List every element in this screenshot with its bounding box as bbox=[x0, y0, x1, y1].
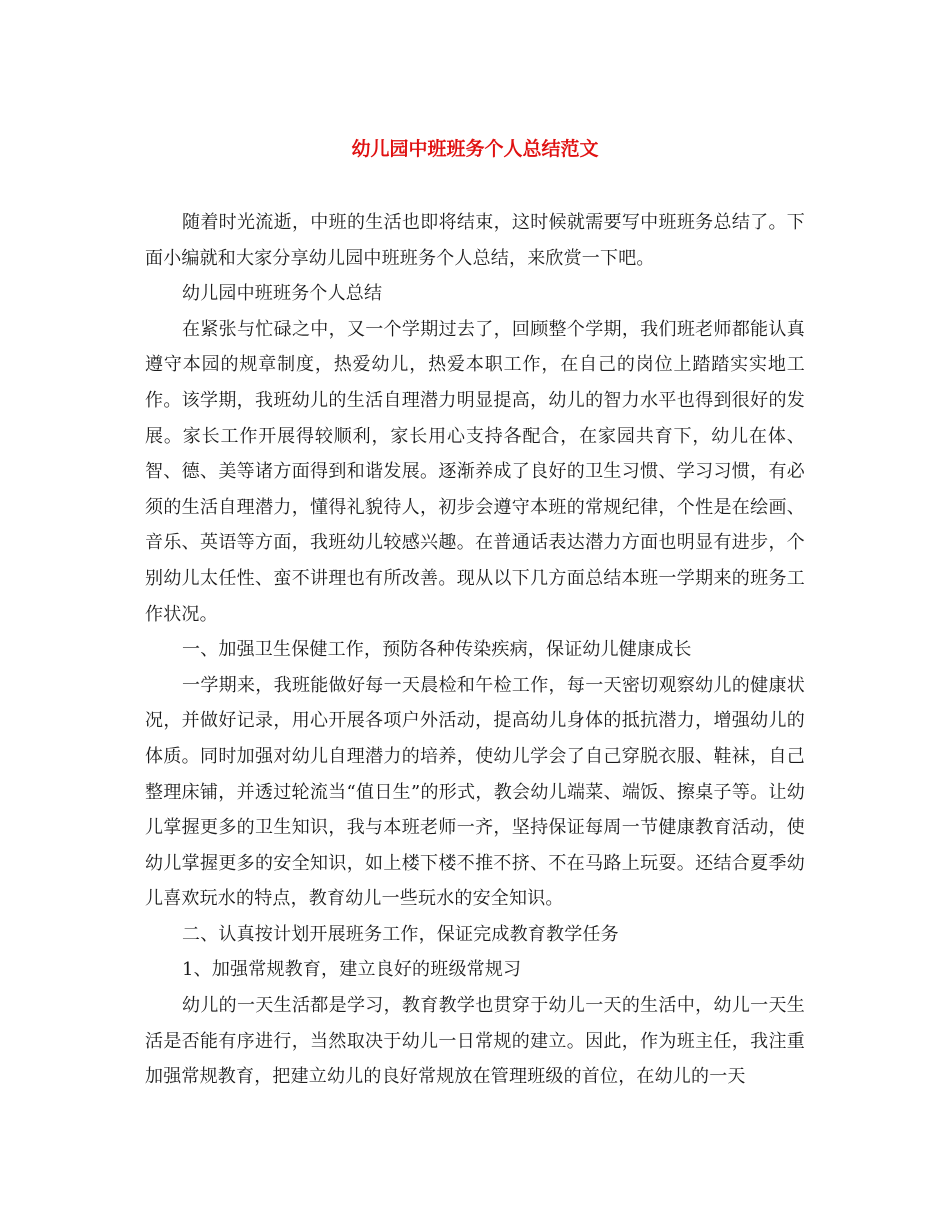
document-body bbox=[145, 205, 805, 1095]
section-heading: 幼儿园中班班务个人总结 bbox=[182, 283, 383, 305]
body-paragraph: 在紧张与忙碌之中，又一个学期过去了，回顾整个学期，我们班老师都能认真遵守本园的规章制度，热爱幼儿，热爱本职工作，在自己的岗位上踏踏实实地工作。该学期，我班幼儿的生活自理潜力明显提高，幼儿的智力水平也得到很好的发展。家长工作开展得较顺利，家长用心支持各配合，在家园共育下，幼儿在体、智、德、美等诸方面得到和谐发展。逐渐养成了良好的卫生习惯、学习习惯，有必须的生活自理潜力，懂得礼貌待人，初步会遵守本班的常规纪律，个性是在绘画、音乐、英语等方面，我班幼儿较感兴趣。在普通话表达潜力方面也明显有进步，个别幼儿太任性、蛮不讲理也有所改善。现从以下几方面总结本班一学期来的班务工作状况。 bbox=[145, 318, 805, 625]
document-title: 幼儿园中班班务个人总结范文 bbox=[351, 138, 599, 160]
body-paragraph: 一学期来，我班能做好每一天晨检和午检工作，每一天密切观察幼儿的健康状况，并做好记录，用心开展各项户外活动，提高幼儿身体的抵抗潜力，增强幼儿的体质。同时加强对幼儿自理潜力的培养，使幼儿学会了自己穿脱衣服、鞋袜，自己整理床铺，并透过轮流当“值日生”的形式，教会幼儿端菜、端饭、擦桌子等。让幼儿掌握更多的卫生知识，我与本班老师一齐，坚持保证每周一节健康教育活动，使幼儿掌握更多的安全知识，如上楼下楼不推不挤、不在马路上玩耍。还结合夏季幼儿喜欢玩水的特点，教育幼儿一些玩水的安全知识。 bbox=[145, 674, 805, 910]
intro-paragraph: 随着时光流逝，中班的生活也即将结束，这时候就需要写中班班务总结了。下面小编就和大家分享幼儿园中班班务个人总结，来欣赏一下吧。 bbox=[145, 212, 805, 269]
section-heading: 二、认真按计划开展班务工作，保证完成教育教学任务 bbox=[182, 923, 619, 945]
subsection-heading: 1、加强常规教育，建立良好的班级常规习 bbox=[182, 959, 522, 981]
section-heading: 一、加强卫生保健工作，预防各种传染疾病，保证幼儿健康成长 bbox=[182, 639, 692, 661]
body-paragraph: 幼儿的一天生活都是学习，教育教学也贯穿于幼儿一天的生活中，幼儿一天生活是否能有序进行，当然取决于幼儿一日常规的建立。因此，作为班主任，我注重加强常规教育，把建立幼儿的良好常规放在管理班级的首位，在幼儿的一天 bbox=[145, 995, 805, 1088]
